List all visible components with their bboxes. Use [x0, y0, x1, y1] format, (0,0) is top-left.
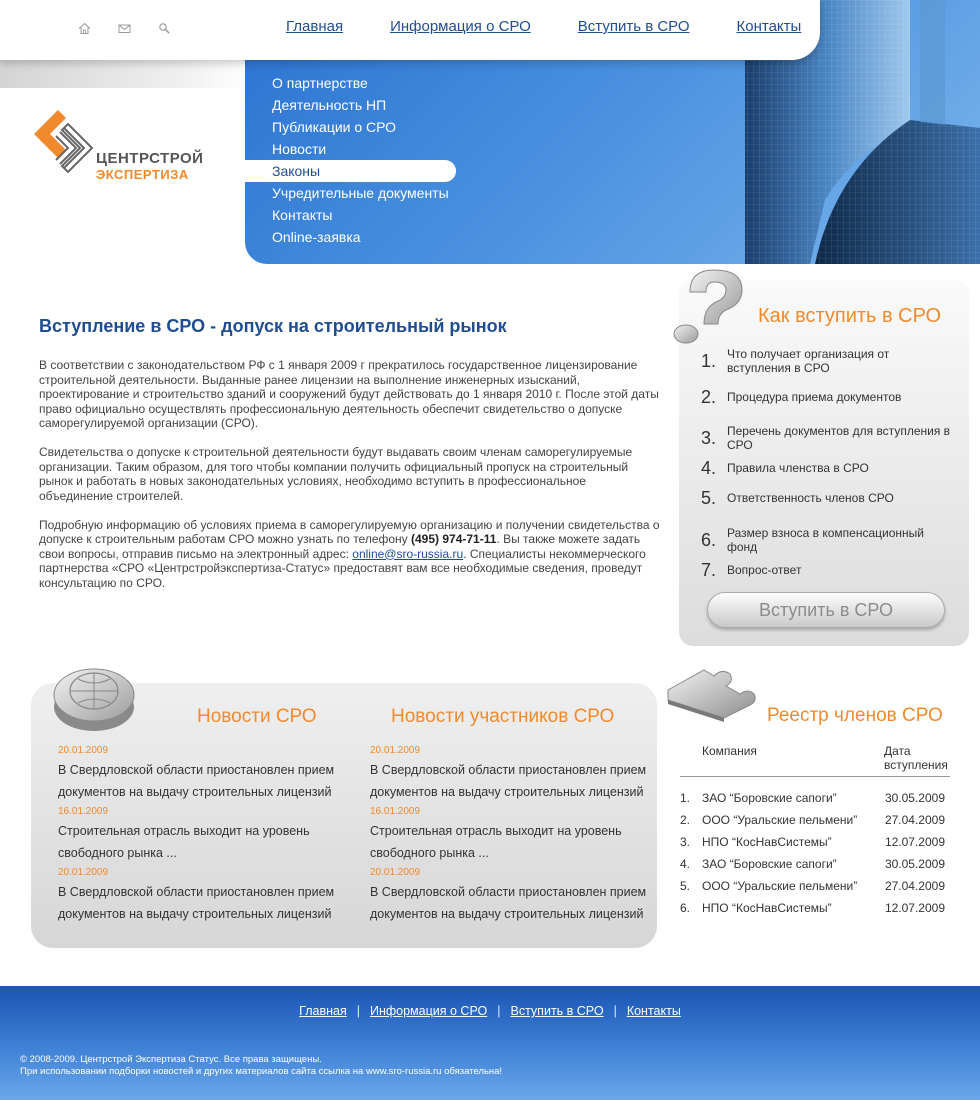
join-item-label: Ответственность членов СРО: [727, 491, 894, 505]
news-sro-title: Новости СРО: [197, 706, 317, 727]
row-date: 27.04.2009: [884, 879, 945, 893]
sidebar-item-contacts[interactable]: Контакты: [272, 207, 333, 223]
sidebar-item-activity[interactable]: Деятельность НП: [272, 97, 387, 113]
news-date: 20.01.2009: [58, 867, 109, 878]
news-link[interactable]: Строительная отрасль выходит на уровень свободного рынка ...: [58, 824, 310, 860]
how-to-join-title: Как вступить в СРО: [758, 305, 942, 327]
registry-header: [680, 744, 950, 777]
row-date: 30.05.2009: [884, 857, 945, 871]
join-item-2[interactable]: [701, 382, 961, 412]
puzzle-icon: [664, 660, 764, 722]
join-sro-button[interactable]: Вступить в СРО: [707, 592, 945, 628]
email-link[interactable]: online@sro-russia.ru: [352, 546, 464, 561]
article-paragraph-3-part-a: Подробную информацию об условиях приема в саморегулируемую организацию и получении свидетельства о допуске к строительным работам СРО можно узнать по телефону: [39, 517, 660, 546]
join-item-5[interactable]: [701, 483, 961, 513]
join-item-label: Вопрос-ответ: [727, 563, 802, 577]
news-date: 20.01.2009: [370, 745, 421, 756]
join-item-number: 6.: [701, 529, 717, 550]
row-date: 27.04.2009: [884, 813, 945, 827]
join-item-4[interactable]: [701, 453, 961, 483]
news-link[interactable]: В Свердловской области приостановлен прием документов на выдачу строительных лицензий: [370, 885, 647, 921]
mail-icon[interactable]: [118, 22, 131, 35]
news-link[interactable]: Строительная отрасль выходит на уровень свободного рынка ...: [370, 824, 622, 860]
logo-text-line2: ЭКСПЕРТИЗА: [96, 167, 189, 182]
question-mark-icon: [668, 264, 750, 348]
header-shadow-strip: [0, 58, 250, 88]
news-item: [58, 803, 348, 864]
news-sro-list: [58, 742, 348, 925]
table-row[interactable]: [680, 831, 950, 853]
join-item-6[interactable]: [701, 525, 961, 555]
news-date: 20.01.2009: [370, 867, 421, 878]
join-item-label: Процедура приема документов: [727, 390, 902, 404]
sidebar-item-laws[interactable]: Законы: [245, 160, 456, 182]
article-paragraph-2: Свидетельства о допуске к строительной деятельности будут выдавать своим членам саморегулируемые организации. Таким образом, для того чтобы компании получить официальный пропуск на строительный рынок и работать в новых законодательных условиях, необходимо вступить в профессиональное объединение строителей.: [39, 445, 633, 503]
join-item-label: Что получает организация от вступления в СРО: [727, 347, 890, 375]
news-date: 16.01.2009: [370, 806, 421, 817]
footer-separator: |: [356, 1004, 360, 1018]
join-item-label: Правила членства в СРО: [727, 461, 869, 475]
logo[interactable]: [34, 110, 204, 185]
sidebar-item-partnership[interactable]: О партнерстве: [272, 75, 368, 91]
join-item-number: 1.: [701, 350, 717, 371]
footer-nav-home[interactable]: Главная: [299, 1004, 347, 1018]
row-number: 4.: [680, 857, 691, 871]
join-item-number: 4.: [701, 457, 717, 478]
registry-rows: [680, 787, 950, 919]
top-nav: [286, 18, 801, 35]
row-number: 1.: [680, 791, 691, 805]
news-link[interactable]: В Свердловской области приостановлен прием документов на выдачу строительных лицензий: [370, 763, 647, 799]
copyright: [20, 1054, 502, 1078]
footer: [0, 986, 980, 1100]
copyright-line-2: При использовании подборки новостей и других материалов сайта ссылка на www.sro-russia.ru обязательна!: [20, 1066, 503, 1077]
footer-separator: |: [613, 1004, 617, 1018]
news-link[interactable]: В Свердловской области приостановлен прием документов на выдачу строительных лицензий: [58, 885, 335, 921]
footer-nav-info[interactable]: Информация о СРО: [369, 1004, 488, 1018]
news-item: [370, 742, 660, 803]
join-item-number: 5.: [701, 487, 717, 508]
registry-table: [680, 744, 950, 919]
footer-nav: [0, 1004, 980, 1018]
table-row[interactable]: [680, 897, 950, 919]
search-icon[interactable]: [158, 22, 171, 35]
row-date: 12.07.2009: [884, 835, 945, 849]
row-company: НПО “КосНавСистемы”: [702, 835, 832, 849]
top-nav-contacts[interactable]: Контакты: [736, 18, 802, 35]
copyright-line-1: © 2008-2009. Центрстрой Экспертиза Статус. Все права защищены.: [20, 1054, 322, 1065]
row-number: 2.: [680, 813, 691, 827]
join-item-number: 7.: [701, 559, 717, 580]
footer-separator: |: [497, 1004, 501, 1018]
row-company: ООО “Уральские пельмени”: [702, 813, 858, 827]
footer-nav-join[interactable]: Вступить в СРО: [510, 1004, 604, 1018]
row-number: 5.: [680, 879, 691, 893]
row-number: 3.: [680, 835, 691, 849]
join-item-7[interactable]: [701, 555, 961, 585]
table-row[interactable]: [680, 787, 950, 809]
sidebar-item-news[interactable]: Новости: [272, 141, 327, 157]
home-icon[interactable]: [78, 22, 91, 35]
join-item-3[interactable]: [701, 423, 961, 453]
registry-col-company: Компания: [702, 744, 757, 758]
table-row[interactable]: [680, 853, 950, 875]
article-paragraph-3-part-b: . Вы также можете задать свои вопросы, отправив письмо на электронный адрес:: [39, 532, 641, 561]
table-row[interactable]: [680, 875, 950, 897]
news-link[interactable]: В Свердловской области приостановлен прием документов на выдачу строительных лицензий: [58, 763, 335, 799]
logo-mark-icon: [34, 110, 96, 182]
article-paragraph-1: В соответствии с законодательством РФ с 1 января 2009 г прекратилось государственное лицензирование строительной деятельности. Выданные ранее лицензии на выполнение инженерных изысканий, проектирование и строительство зданий и сооружений будут действовать до 1 января 2010 г. После этой даты право официально осуществлять профессиональную деятельность обеспечит свидетельство о допуске саморегулируемой организации (СРО).: [39, 358, 659, 430]
sidebar-item-publications[interactable]: Публикации о СРО: [272, 119, 397, 135]
top-icons: [78, 22, 171, 35]
top-nav-home[interactable]: Главная: [286, 18, 344, 35]
news-members-list: [370, 742, 660, 925]
join-item-number: 3.: [701, 427, 717, 448]
row-company: НПО “КосНавСистемы”: [702, 901, 832, 915]
news-members-title: Новости участников СРО: [391, 706, 615, 727]
article-paragraph-3-part-c: . Специалисты некоммерческого партнерства «СРО «Центрстройэкспертиза-Статус» предоставят вам все необходимые сведения, проведут консультацию по СРО.: [39, 546, 646, 590]
footer-nav-contacts[interactable]: Контакты: [626, 1004, 681, 1018]
main-article: [39, 358, 661, 605]
news-item: [58, 742, 348, 803]
top-bar: [0, 0, 820, 60]
news-item: [370, 803, 660, 864]
row-company: ЗАО “Боровские сапоги”: [702, 857, 837, 871]
row-company: ЗАО “Боровские сапоги”: [702, 791, 837, 805]
registry-title: Реестр членов СРО: [767, 705, 943, 726]
registry-col-date: Дата вступления: [884, 744, 948, 772]
row-number: 6.: [680, 901, 691, 915]
join-item-number: 2.: [701, 386, 717, 407]
top-nav-join[interactable]: Вступить в СРО: [577, 18, 690, 35]
globe-icon: [48, 659, 140, 735]
join-item-label: Размер взноса в компенсационный фонд: [727, 526, 924, 554]
how-to-join-list: [701, 346, 961, 585]
join-item-label: Перечень документов для вступления в СРО: [727, 424, 951, 452]
sidebar-item-online-request[interactable]: Online-заявка: [272, 229, 361, 245]
phone-number: (495) 974-71-11: [411, 532, 497, 546]
page-title: Вступление в СРО - допуск на строительный рынок: [39, 316, 507, 336]
news-date: 20.01.2009: [58, 745, 109, 756]
row-date: 30.05.2009: [884, 791, 945, 805]
table-row[interactable]: [680, 809, 950, 831]
news-item: [370, 864, 660, 925]
top-nav-info[interactable]: Информация о СРО: [390, 18, 531, 35]
article-paragraph-3: [39, 518, 661, 591]
logo-text-line1: ЦЕНТРСТРОЙ: [96, 150, 204, 167]
news-item: [58, 864, 348, 925]
row-date: 12.07.2009: [884, 901, 945, 915]
news-date: 16.01.2009: [58, 806, 109, 817]
join-item-1[interactable]: [701, 346, 961, 376]
sidebar-item-documents[interactable]: Учредительные документы: [272, 185, 449, 201]
sidebar-menu: [245, 72, 456, 248]
row-company: ООО “Уральские пельмени”: [702, 879, 858, 893]
